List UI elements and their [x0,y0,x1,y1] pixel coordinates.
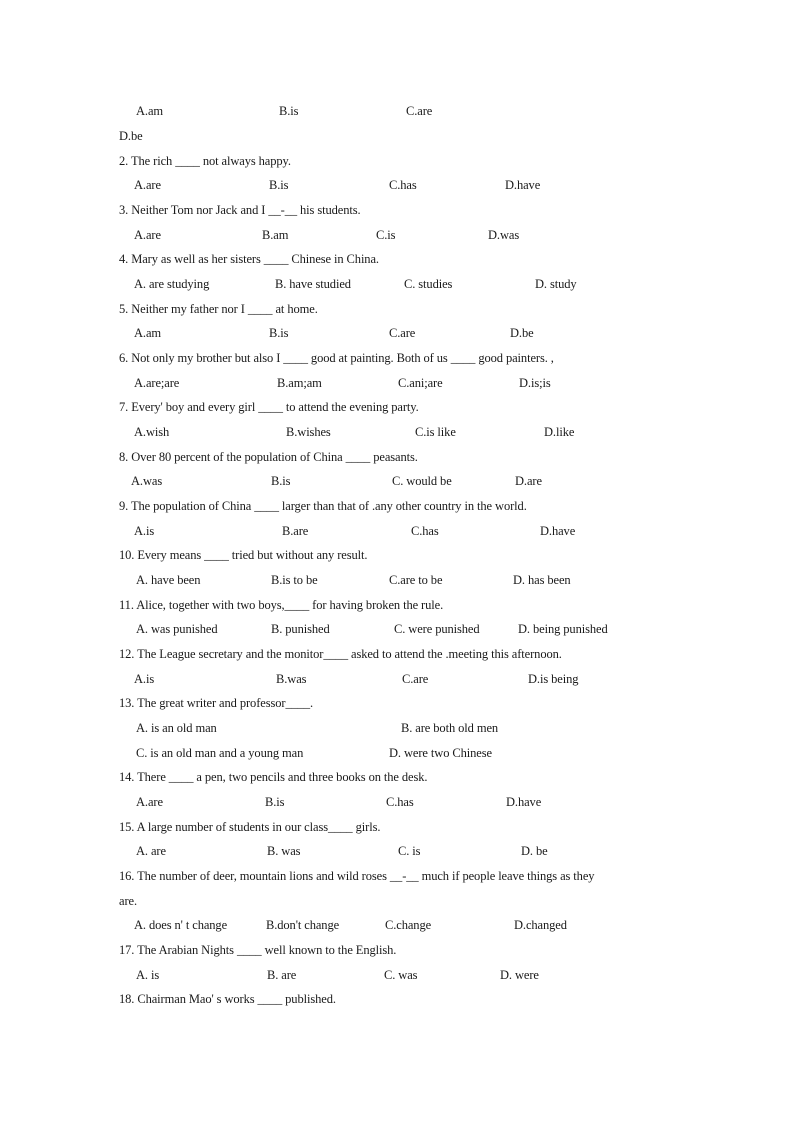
text-line: B.is [265,795,285,809]
text-line: C.are [406,104,433,118]
text-line: D. be [521,844,548,858]
text-line: B. punished [271,622,330,636]
text-line: D.was [488,228,520,242]
text-line: D.like [544,425,575,439]
text-line: B. was [267,844,301,858]
text-line: A.are;are [134,376,180,390]
text-line: 15. A large number of students in our class____ girls. [119,820,381,834]
text-line: A.are [134,178,161,192]
text-line: 12. The League secretary and the monitor____ asked to attend the .meeting this afternoon. [119,647,562,661]
text-line: D.is being [528,672,579,686]
text-line: A. are studying [134,277,210,291]
text-line: D.be [119,129,143,143]
text-line: C.change [385,918,432,932]
text-line: 4. Mary as well as her sisters ____ Chinese in China. [119,252,379,266]
text-line: B.is to be [271,573,318,587]
text-line: 8. Over 80 percent of the population of China ____ peasants. [119,450,418,464]
text-line: A.are [134,228,161,242]
text-line: A.wish [134,425,170,439]
text-line: B.wishes [286,425,331,439]
text-line: B. have studied [275,277,351,291]
text-line: D.have [506,795,542,809]
text-line: B.is [269,178,289,192]
text-line: B.am;am [277,376,322,390]
text-line: B.am [262,228,289,242]
text-line: A.am [134,326,162,340]
text-line: C.are [389,326,416,340]
text-line: C.ani;are [398,376,443,390]
text-line: A. is [136,968,160,982]
text-line: B.is [271,474,291,488]
text-line: C.has [389,178,417,192]
text-line: C.are [402,672,429,686]
text-line: D. were two Chinese [389,746,492,760]
text-line: C.is like [415,425,456,439]
text-line: C. is [398,844,421,858]
text-line: B.is [279,104,299,118]
text-line: C.are to be [389,573,443,587]
text-line: B.was [276,672,307,686]
text-line: C.has [386,795,414,809]
text-line: A.are [136,795,163,809]
text-line: C. were punished [394,622,480,636]
text-line: 17. The Arabian Nights ____ well known to the English. [119,943,397,957]
text-line: C. is an old man and a young man [136,746,304,760]
text-line: D.have [505,178,541,192]
text-line: A.is [134,524,155,538]
text-line: C. studies [404,277,453,291]
text-line: 14. There ____ a pen, two pencils and three books on the desk. [119,770,428,784]
text-line: 18. Chairman Mao' s works ____ published. [119,992,336,1006]
text-line: D.is;is [519,376,551,390]
text-line: 2. The rich ____ not always happy. [119,154,291,168]
text-line: 13. The great writer and professor____. [119,696,314,710]
text-line: D. were [500,968,539,982]
text-line: 16. The number of deer, mountain lions and wild roses __-__ much if people leave things as they [119,869,595,883]
text-line: 11. Alice, together with two boys,____ for having broken the rule. [119,598,444,612]
text-line: A. are [136,844,166,858]
text-line: D.changed [514,918,567,932]
text-line: 7. Every' boy and every girl ____ to attend the evening party. [119,400,419,414]
text-line: B. are [267,968,297,982]
text-line: 6. Not only my brother but also I ____ good at painting. Both of us ____ good painters. , [119,351,554,365]
text-line: 3. Neither Tom nor Jack and I __-__ his students. [119,203,361,217]
text-line: 5. Neither my father nor I ____ at home. [119,302,318,316]
text-line: B.is [269,326,289,340]
text-line: D.are [515,474,542,488]
text-line: A.is [134,672,155,686]
text-line: C.has [411,524,439,538]
text-line: C. was [384,968,418,982]
text-line: A.am [136,104,164,118]
text-line: C.is [376,228,396,242]
text-line: A.was [131,474,163,488]
text-line: D.have [540,524,576,538]
text-line: B.are [282,524,309,538]
text-line: D. study [535,277,577,291]
text-line: are. [119,894,137,908]
text-line: D.be [510,326,534,340]
text-line: C. would be [392,474,452,488]
text-line: 10. Every means ____ tried but without any result. [119,548,368,562]
text-line: B.don't change [266,918,340,932]
text-line: A. does n' t change [134,918,228,932]
text-line: A. was punished [136,622,218,636]
text-line: A. is an old man [136,721,217,735]
text-line: B. are both old men [401,721,499,735]
text-line: D. has been [513,573,571,587]
text-line: A. have been [136,573,201,587]
text-line: 9. The population of China ____ larger than that of .any other country in the world. [119,499,527,513]
text-line: D. being punished [518,622,608,636]
